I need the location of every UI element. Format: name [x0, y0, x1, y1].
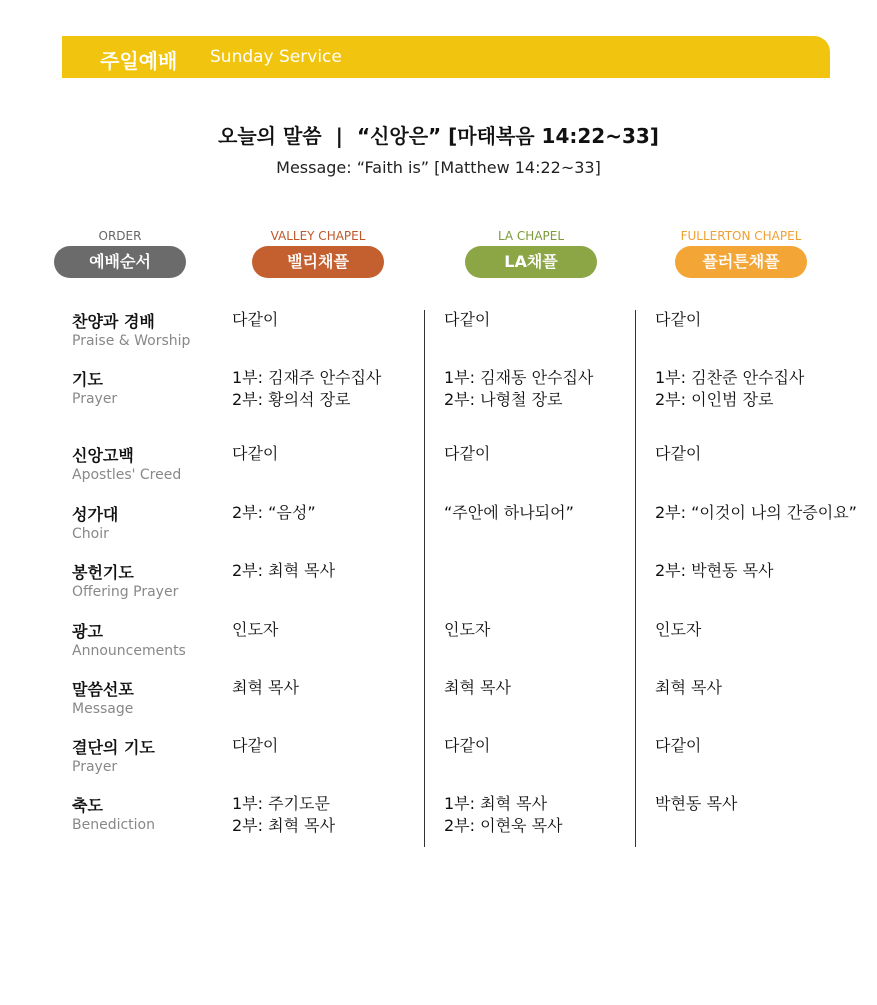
column-divider — [635, 310, 636, 847]
fullerton-cell — [655, 619, 701, 641]
valley-cell-line: 2부: “음성” — [232, 503, 316, 522]
column-pill-fullerton: 플러튼채플 — [675, 246, 807, 278]
fullerton-cell — [655, 309, 701, 331]
la-cell-line: 1부: 김재동 안수집사 — [444, 368, 594, 387]
la-cell — [444, 619, 490, 641]
la-cell — [444, 367, 593, 411]
column-header-fullerton — [641, 228, 841, 278]
la-cell-line: 다같이 — [444, 444, 491, 463]
valley-cell-line: 2부: 최혁 목사 — [232, 561, 336, 580]
item-title-kr: 성가대 — [72, 505, 119, 524]
la-cell — [444, 502, 574, 524]
la-cell-line: “주안에 하나되어” — [444, 503, 574, 522]
message-label: 오늘의 말씀 — [218, 124, 322, 148]
message-ref: [마태복음 14:22~33] — [448, 124, 659, 148]
la-cell — [444, 735, 490, 757]
column-header-la — [431, 228, 631, 278]
valley-cell — [232, 793, 335, 837]
fullerton-cell-line: 2부: 박현동 목사 — [655, 561, 774, 580]
fullerton-cell-line: 다같이 — [655, 736, 702, 755]
column-label-valley: VALLEY CHAPEL — [270, 229, 366, 243]
column-label-order: ORDER — [98, 229, 142, 243]
message-separator: | — [335, 124, 343, 148]
fullerton-cell — [655, 735, 701, 757]
column-pill-la: LA채플 — [465, 246, 597, 278]
item-title-kr: 봉헌기도 — [72, 563, 134, 582]
fullerton-cell — [655, 443, 701, 465]
item-title-kr: 광고 — [72, 622, 103, 641]
item-title-kr: 말씀선포 — [72, 680, 134, 699]
item-title-en: Choir — [72, 526, 109, 542]
fullerton-cell-line: 박현동 목사 — [655, 794, 738, 813]
message-title: “신앙은” — [356, 124, 442, 148]
valley-cell — [232, 560, 335, 582]
valley-cell — [232, 443, 278, 465]
la-cell — [444, 793, 562, 837]
message-title-en: Message: “Faith is” [Matthew 14:22~33] — [276, 158, 601, 177]
column-header-order — [20, 228, 220, 278]
valley-cell-line: 1부: 김재주 안수집사 — [232, 368, 382, 387]
la-cell — [444, 309, 490, 331]
item-title-kr: 축도 — [72, 796, 103, 815]
column-pill-order: 예배순서 — [54, 246, 186, 278]
fullerton-cell-line: 최혁 목사 — [655, 678, 722, 697]
valley-cell-line: 인도자 — [232, 620, 279, 639]
column-divider — [424, 310, 425, 847]
column-header-valley — [218, 228, 418, 278]
item-title-en: Prayer — [72, 759, 118, 775]
item-title-en: Praise & Worship — [72, 333, 191, 349]
fullerton-cell-line: 2부: “이것이 나의 간증이요” — [655, 503, 857, 522]
valley-cell-line: 1부: 주기도문 — [232, 794, 330, 813]
column-pill-valley: 밸리채플 — [252, 246, 384, 278]
item-title-en: Benediction — [72, 817, 155, 833]
column-label-fullerton: FULLERTON CHAPEL — [680, 229, 802, 243]
fullerton-cell-line: 1부: 김찬준 안수집사 — [655, 368, 805, 387]
valley-cell-line: 다같이 — [232, 310, 279, 329]
la-cell-line: 인도자 — [444, 620, 491, 639]
fullerton-cell-line: 2부: 이인범 장로 — [655, 390, 774, 409]
column-label-la: LA CHAPEL — [497, 229, 565, 243]
fullerton-cell — [655, 677, 722, 699]
fullerton-cell — [655, 367, 804, 411]
item-title-kr: 신앙고백 — [72, 446, 134, 465]
la-cell-line: 다같이 — [444, 736, 491, 755]
fullerton-cell — [655, 502, 857, 524]
valley-cell-line: 2부: 황의석 장로 — [232, 390, 351, 409]
fullerton-cell — [655, 560, 773, 582]
item-title-en: Prayer — [72, 391, 118, 407]
valley-cell-line: 다같이 — [232, 736, 279, 755]
valley-cell — [232, 367, 381, 411]
la-cell-line: 2부: 나형철 장로 — [444, 390, 563, 409]
valley-cell — [232, 677, 299, 699]
fullerton-cell-line: 다같이 — [655, 310, 702, 329]
header-title-en: Sunday Service — [210, 47, 342, 67]
item-title-kr: 기도 — [72, 370, 103, 389]
la-cell-line: 2부: 이현욱 목사 — [444, 816, 563, 835]
valley-cell-line: 최혁 목사 — [232, 678, 299, 697]
la-cell-line: 최혁 목사 — [444, 678, 511, 697]
item-title-en: Apostles' Creed — [72, 467, 182, 483]
fullerton-cell-line: 인도자 — [655, 620, 702, 639]
valley-cell — [232, 309, 278, 331]
la-cell — [444, 443, 490, 465]
header-banner — [62, 36, 830, 78]
valley-cell-line: 2부: 최혁 목사 — [232, 816, 336, 835]
la-cell-line: 1부: 최혁 목사 — [444, 794, 548, 813]
item-title-en: Offering Prayer — [72, 584, 179, 600]
header-title-kr: 주일예배 — [100, 49, 178, 73]
fullerton-cell — [655, 793, 737, 815]
la-cell — [444, 677, 511, 699]
item-title-en: Message — [72, 701, 134, 717]
valley-cell — [232, 735, 278, 757]
valley-cell — [232, 619, 278, 641]
item-title-kr: 찬양과 경배 — [72, 312, 155, 331]
la-cell-line: 다같이 — [444, 310, 491, 329]
item-title-en: Announcements — [72, 643, 186, 659]
fullerton-cell-line: 다같이 — [655, 444, 702, 463]
valley-cell — [232, 502, 316, 524]
item-title-kr: 결단의 기도 — [72, 738, 155, 757]
valley-cell-line: 다같이 — [232, 444, 279, 463]
message-title-kr — [0, 120, 877, 149]
